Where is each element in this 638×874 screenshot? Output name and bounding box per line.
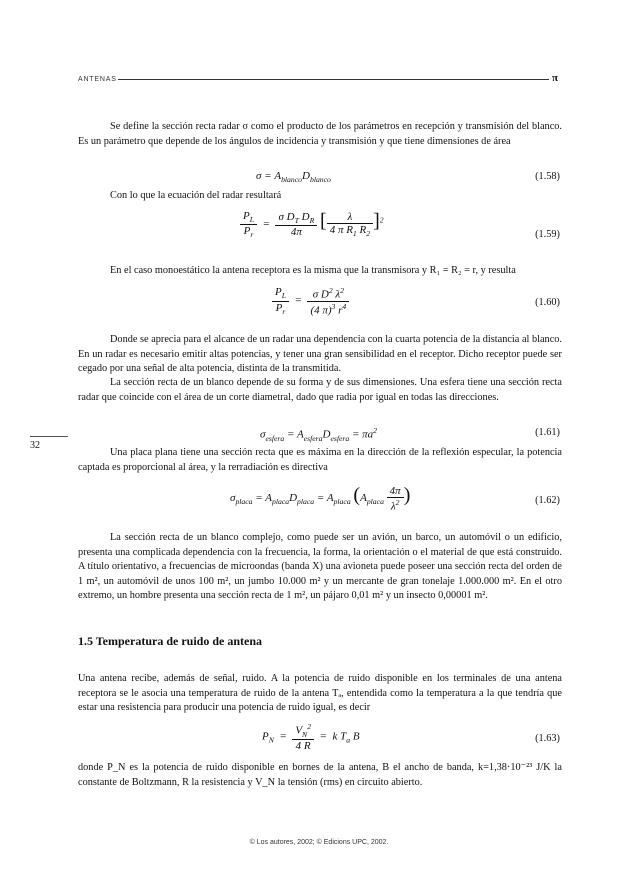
paragraph-7: La sección recta de un blanco complejo, como puede ser un avión, un barco, un automóvil o un edificio, presenta una complicada dependencia con la frecuencia, la forma, la orientación o el material de que está construido. A título orientativo, a frecuencias de microondas (banda X) una avioneta puede poseer una sección recta del orden de 1 m², un automóvil de unos 100 m², un jumbo 10.000 m² y un mercante de gran tonelaje 1.000.000 m². En el otro extremo, un hombre presenta una sección recta de 1 m², un pájaro 0,01 m² y un insecto 0,00001 m². [78, 532, 562, 601]
paragraph-2: Con lo que la ecuación del radar resultará [110, 190, 282, 201]
paragraph-8: Una antena recibe, además de señal, ruido. A la potencia de ruido disponible en los terminales de una antena receptora se le asocia una temperatura de ruido de la antena Tₐ, entendida como la temperatura a la que tendría que estar una resistencia para producir una potencia de ruido igual, es decir [78, 673, 562, 713]
equation-number: (1.62) [535, 495, 560, 506]
publisher-logo: π [552, 72, 559, 84]
section-heading: 1.5 Temperatura de ruido de antena [78, 634, 263, 648]
equation-1-59: $\frac{P_L}{P_r}$ = $\frac{\sigma D_T D_R}{4\pi}$ [ $\frac{\lambda}{4 \pi R_1 R_2}$ ]$^2$ [240, 210, 384, 239]
paragraph-9: donde P_N es la potencia de ruido disponible en bornes de la antena, B el ancho de banda, k=1,38·10⁻²³ J/K la constante de Boltzmann, R la resistencia y V_N la tensión (rms) en circuito abierto. [78, 762, 562, 788]
paragraph-5: La sección recta de un blanco depende de su forma y de sus dimensiones. Una esfera tiene una sección recta radar que coincide con el área de un corte diametral, dado que radia por igual en todas las direcciones. [78, 377, 562, 403]
running-header: ANTENAS [78, 76, 117, 83]
page-number-rule [30, 436, 68, 437]
equation-1-58: $\sigma = A_{blanco}D_{blanco}$ [256, 170, 331, 185]
equation-number: (1.60) [535, 297, 560, 308]
copyright-footer: © Los autores, 2002; © Edicions UPC, 2002. [249, 839, 389, 846]
equation-number: (1.61) [535, 427, 560, 438]
page-number: 32 [30, 440, 40, 451]
equation-number: (1.59) [535, 229, 560, 240]
equation-1-61: $\sigma_{esfera} = A_{esfera}D_{esfera} = \pi a^2$ [260, 426, 378, 443]
paragraph-3: En el caso monoestático la antena receptora es la misma que la transmisora y R₁ = R₂ = r, y resulta [110, 265, 516, 276]
equation-1-60: $\frac{P_L}{P_r}$ = $\frac{\sigma D^2 \lambda^2}{(4 \pi)^3 r^4}$ [272, 286, 349, 316]
paragraph-4: Donde se aprecia para el alcance de un radar una dependencia con la cuarta potencia de la distancia al blanco. En un radar es necesario emitir altas potencias, y tener una gran sensibilidad en el receptor. Dicho receptor puede ser cegado por una señal de alta potencia, distinta de la transmitida. [78, 334, 562, 374]
equation-number: (1.58) [535, 171, 560, 182]
header-rule [118, 79, 549, 80]
paragraph-6: Una placa plana tiene una sección recta que es máxima en la dirección de la reflexión especular, la potencia captada es proporcional al área, y la rerradiación es directiva [78, 447, 562, 473]
equation-1-63: $P_N$ = $\frac{V_N^2}{4 R}$ = k $T_a$ B [262, 722, 360, 752]
paragraph-1: Se define la sección recta radar σ como el producto de los parámetros en recepción y transmisión del blanco. Es un parámetro que depende de los ángulos de incidencia y transmisión y que tiene dimensiones de área [78, 121, 562, 147]
equation-1-62: $\sigma_{placa} = A_{placa}D_{placa} = A_{placa}$ ($A_{placa}$ $\frac{4\pi}{\lambda^2}$ ) [230, 484, 411, 513]
equation-number: (1.63) [535, 733, 560, 744]
